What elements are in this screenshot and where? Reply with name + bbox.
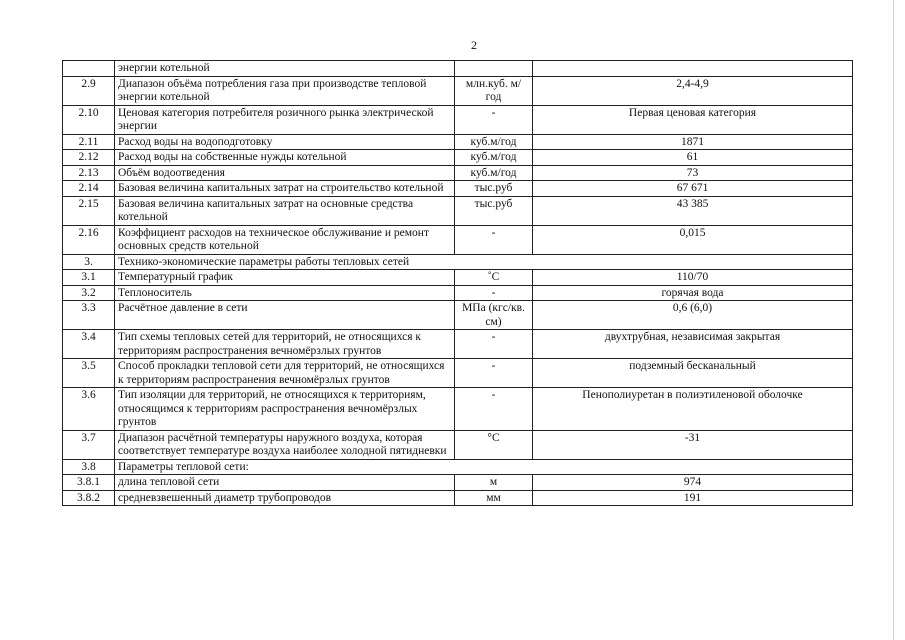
row-number: 2.14 (63, 181, 115, 197)
table-row (63, 196, 853, 225)
row-number: 3.6 (63, 388, 115, 431)
parameter-description: Базовая величина капитальных затрат на строительство котельной (115, 181, 455, 197)
row-number: 2.10 (63, 105, 115, 134)
row-number: 2.15 (63, 196, 115, 225)
section-row (63, 254, 853, 270)
parameter-value: 1871 (533, 134, 853, 150)
parameters-table (62, 60, 853, 506)
parameter-description: Расход воды на водоподготовку (115, 134, 455, 150)
table-row (63, 61, 853, 77)
parameter-value: 974 (533, 475, 853, 491)
table-row (63, 165, 853, 181)
table-row (63, 330, 853, 359)
parameter-description: средневзвешенный диаметр трубопроводов (115, 490, 455, 506)
unit-of-measure: куб.м/год (455, 150, 533, 166)
row-number: 3.8.2 (63, 490, 115, 506)
table-row (63, 134, 853, 150)
row-number: 2.11 (63, 134, 115, 150)
table-row (63, 388, 853, 431)
table-row (63, 301, 853, 330)
parameter-description: Ценовая категория потребителя розичного рынка электрической энергии (115, 105, 455, 134)
row-number: 3.8.1 (63, 475, 115, 491)
parameter-value: 2,4-4,9 (533, 76, 853, 105)
row-number: 2.9 (63, 76, 115, 105)
parameter-description: длина тепловой сети (115, 475, 455, 491)
parameter-description: Диапазон расчётной температуры наружного воздуха, которая соответствует температуре воздуха наиболее холодной пятидневки (115, 430, 455, 459)
section-title: Параметры тепловой сети: (115, 459, 853, 475)
parameter-value: Пенополиуретан в полиэтиленовой оболочке (533, 388, 853, 431)
unit-of-measure: м (455, 475, 533, 491)
table-row (63, 270, 853, 286)
table-row (63, 76, 853, 105)
parameter-value: 0,015 (533, 225, 853, 254)
row-number: 3.7 (63, 430, 115, 459)
unit-of-measure: - (455, 105, 533, 134)
row-number: 3. (63, 254, 115, 270)
parameter-description: Тип изоляции для территорий, не относящихся к территориям, относящимся к территориям распространения вечномёрзлых грунтов (115, 388, 455, 431)
parameter-description: Расход воды на собственные нужды котельной (115, 150, 455, 166)
parameter-value: двухтрубная, независимая закрытая (533, 330, 853, 359)
row-number: 2.16 (63, 225, 115, 254)
unit-of-measure: - (455, 359, 533, 388)
unit-of-measure: куб.м/год (455, 165, 533, 181)
table-row (63, 225, 853, 254)
parameter-value: 43 385 (533, 196, 853, 225)
parameter-description: энергии котельной (115, 61, 455, 77)
unit-of-measure: млн.куб. м/ год (455, 76, 533, 105)
parameter-description: Способ прокладки тепловой сети для территорий, не относящихся к территориям распространения вечномёрзлых грунтов (115, 359, 455, 388)
unit-of-measure: ˚С (455, 270, 533, 286)
scan-edge-line (893, 0, 894, 640)
row-number: 3.8 (63, 459, 115, 475)
row-number: 2.13 (63, 165, 115, 181)
row-number: 3.2 (63, 285, 115, 301)
row-number: 3.1 (63, 270, 115, 286)
unit-of-measure: тыс.руб (455, 196, 533, 225)
parameter-value: 110/70 (533, 270, 853, 286)
page-number: 2 (471, 38, 477, 52)
parameter-description: Объём водоотведения (115, 165, 455, 181)
parameter-description: Диапазон объёма потребления газа при производстве тепловой энергии котельной (115, 76, 455, 105)
parameter-value: 61 (533, 150, 853, 166)
unit-of-measure: - (455, 225, 533, 254)
parameter-value: 67 671 (533, 181, 853, 197)
parameter-value: Первая ценовая категория (533, 105, 853, 134)
unit-of-measure: - (455, 285, 533, 301)
row-number: 3.4 (63, 330, 115, 359)
section-row (63, 459, 853, 475)
parameter-value: 0,6 (6,0) (533, 301, 853, 330)
unit-of-measure: куб.м/год (455, 134, 533, 150)
parameter-description: Тип схемы тепловых сетей для территорий, не относящихся к территориям распространения вечномёрзлых грунтов (115, 330, 455, 359)
unit-of-measure: МПа (кгс/кв. см) (455, 301, 533, 330)
table-row (63, 359, 853, 388)
unit-of-measure: - (455, 388, 533, 431)
parameter-description: Коэффициент расходов на техническое обслуживание и ремонт основных средств котельной (115, 225, 455, 254)
row-number: 2.12 (63, 150, 115, 166)
row-number: 3.5 (63, 359, 115, 388)
table-row (63, 490, 853, 506)
table-row (63, 285, 853, 301)
row-number: 3.3 (63, 301, 115, 330)
table-row (63, 181, 853, 197)
parameter-value: подземный бесканальный (533, 359, 853, 388)
parameter-description: Теплоноситель (115, 285, 455, 301)
table-row (63, 430, 853, 459)
parameter-value (533, 61, 853, 77)
parameter-value: -31 (533, 430, 853, 459)
row-number (63, 61, 115, 77)
unit-of-measure: °С (455, 430, 533, 459)
unit-of-measure: - (455, 330, 533, 359)
parameter-description: Температурный график (115, 270, 455, 286)
table-row (63, 150, 853, 166)
unit-of-measure: тыс.руб (455, 181, 533, 197)
parameter-value: 191 (533, 490, 853, 506)
parameter-description: Базовая величина капитальных затрат на основные средства котельной (115, 196, 455, 225)
section-title: Технико-экономические параметры работы тепловых сетей (115, 254, 853, 270)
parameter-value: 73 (533, 165, 853, 181)
table-row (63, 105, 853, 134)
table-row (63, 475, 853, 491)
unit-of-measure: мм (455, 490, 533, 506)
parameter-value: горячая вода (533, 285, 853, 301)
parameter-description: Расчётное давление в сети (115, 301, 455, 330)
unit-of-measure (455, 61, 533, 77)
